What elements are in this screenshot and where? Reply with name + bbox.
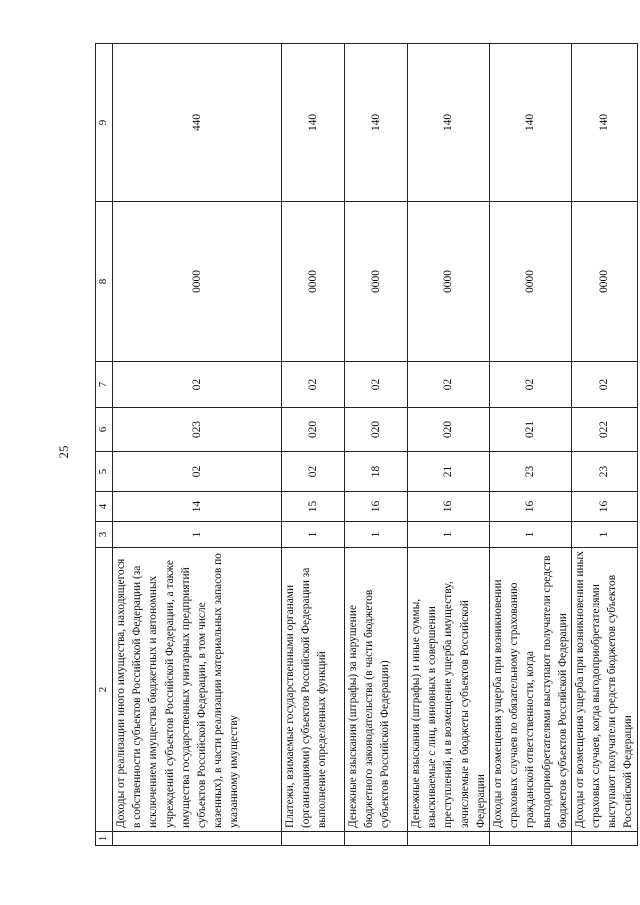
column-number: 4: [96, 492, 113, 522]
code-cell: 1: [113, 522, 282, 548]
code-cell: 21: [408, 452, 490, 492]
column-number: 9: [96, 44, 113, 202]
code-cell: 440: [113, 44, 282, 202]
table-row: [345, 44, 408, 846]
page-number: 25: [56, 445, 71, 459]
column-number: 8: [96, 202, 113, 362]
column-number: 2: [96, 548, 113, 832]
description-cell: Платежи, взимаемые государственными органами (организациями) субъектов Российской Федерации за выполнение определенных функций: [282, 548, 345, 832]
column-number: 3: [96, 522, 113, 548]
code-cell: 021: [489, 408, 571, 452]
code-cell: 022: [571, 408, 637, 452]
description-cell: Доходы от возмещения ущерба при возникновении страховых случаев по обязательному страхованию гражданской ответственности, когда выгодоприобретателями выступают получатели средств бюджетов субъектов Российской Федерации: [489, 548, 571, 832]
code-cell: 15: [282, 492, 345, 522]
column-number: 6: [96, 408, 113, 452]
code-cell: 16: [408, 492, 490, 522]
description-cell: Денежные взыскания (штрафы) и иные суммы, взыскиваемые с лиц, виновных в совершении преступлений, и в возмещение ущерба имуществу, зачисляемые в бюджеты субъектов Российской Федерации: [408, 548, 490, 832]
row-number-cell: [408, 832, 490, 846]
code-cell: 02: [113, 362, 282, 408]
row-number-cell: [489, 832, 571, 846]
code-cell: 140: [571, 44, 637, 202]
code-cell: 140: [408, 44, 490, 202]
description-cell: Доходы от реализации иного имущества, находящегося в собственности субъектов Российской Федерации (за исключением имущества бюджетных и автономных учреждений субъектов Российской Федерации, а также имущества государственных унитарных предприятий субъектов Российской Федерации, в том числе казенных), в части реализации материальных запасов по указанному имуществу: [113, 548, 282, 832]
code-cell: 14: [113, 492, 282, 522]
column-number: 7: [96, 362, 113, 408]
code-cell: 16: [571, 492, 637, 522]
column-number: 1: [96, 832, 113, 846]
table-row: [571, 44, 637, 846]
code-cell: 0000: [408, 202, 490, 362]
code-cell: 020: [282, 408, 345, 452]
code-cell: 140: [282, 44, 345, 202]
income-classification-table: [95, 44, 635, 846]
code-cell: 020: [408, 408, 490, 452]
column-number: 5: [96, 452, 113, 492]
code-cell: 16: [345, 492, 408, 522]
row-number-cell: [113, 832, 282, 846]
code-cell: 02: [282, 452, 345, 492]
code-cell: 023: [113, 408, 282, 452]
code-cell: 0000: [282, 202, 345, 362]
code-cell: 18: [345, 452, 408, 492]
code-cell: 02: [282, 362, 345, 408]
code-cell: 020: [345, 408, 408, 452]
code-cell: 1: [282, 522, 345, 548]
row-number-cell: [345, 832, 408, 846]
code-cell: 02: [489, 362, 571, 408]
description-cell: Денежные взыскания (штрафы) за нарушение бюджетного законодательства (в части бюджетов субъектов Российской Федерации): [345, 548, 408, 832]
code-cell: 0000: [113, 202, 282, 362]
code-cell: 1: [571, 522, 637, 548]
code-cell: 23: [489, 452, 571, 492]
row-number-cell: [282, 832, 345, 846]
description-cell: Доходы от возмещения ущерба при возникновении иных страховых случаев, когда выгодоприобретателями выступают получатели средств бюджетов субъектов Российской Федерации: [571, 548, 637, 832]
table-row: [113, 44, 282, 846]
code-cell: 16: [489, 492, 571, 522]
code-cell: 0000: [489, 202, 571, 362]
code-cell: 02: [571, 362, 637, 408]
code-cell: 02: [113, 452, 282, 492]
code-cell: 140: [345, 44, 408, 202]
table-row: [408, 44, 490, 846]
table-row: [282, 44, 345, 846]
column-numbers-row: [96, 44, 113, 846]
row-number-cell: [571, 832, 637, 846]
code-cell: 02: [345, 362, 408, 408]
code-cell: 1: [489, 522, 571, 548]
code-cell: 1: [345, 522, 408, 548]
code-cell: 0000: [571, 202, 637, 362]
code-cell: 02: [408, 362, 490, 408]
code-cell: 0000: [345, 202, 408, 362]
code-cell: 1: [408, 522, 490, 548]
code-cell: 23: [571, 452, 637, 492]
table-row: [489, 44, 571, 846]
code-cell: 140: [489, 44, 571, 202]
